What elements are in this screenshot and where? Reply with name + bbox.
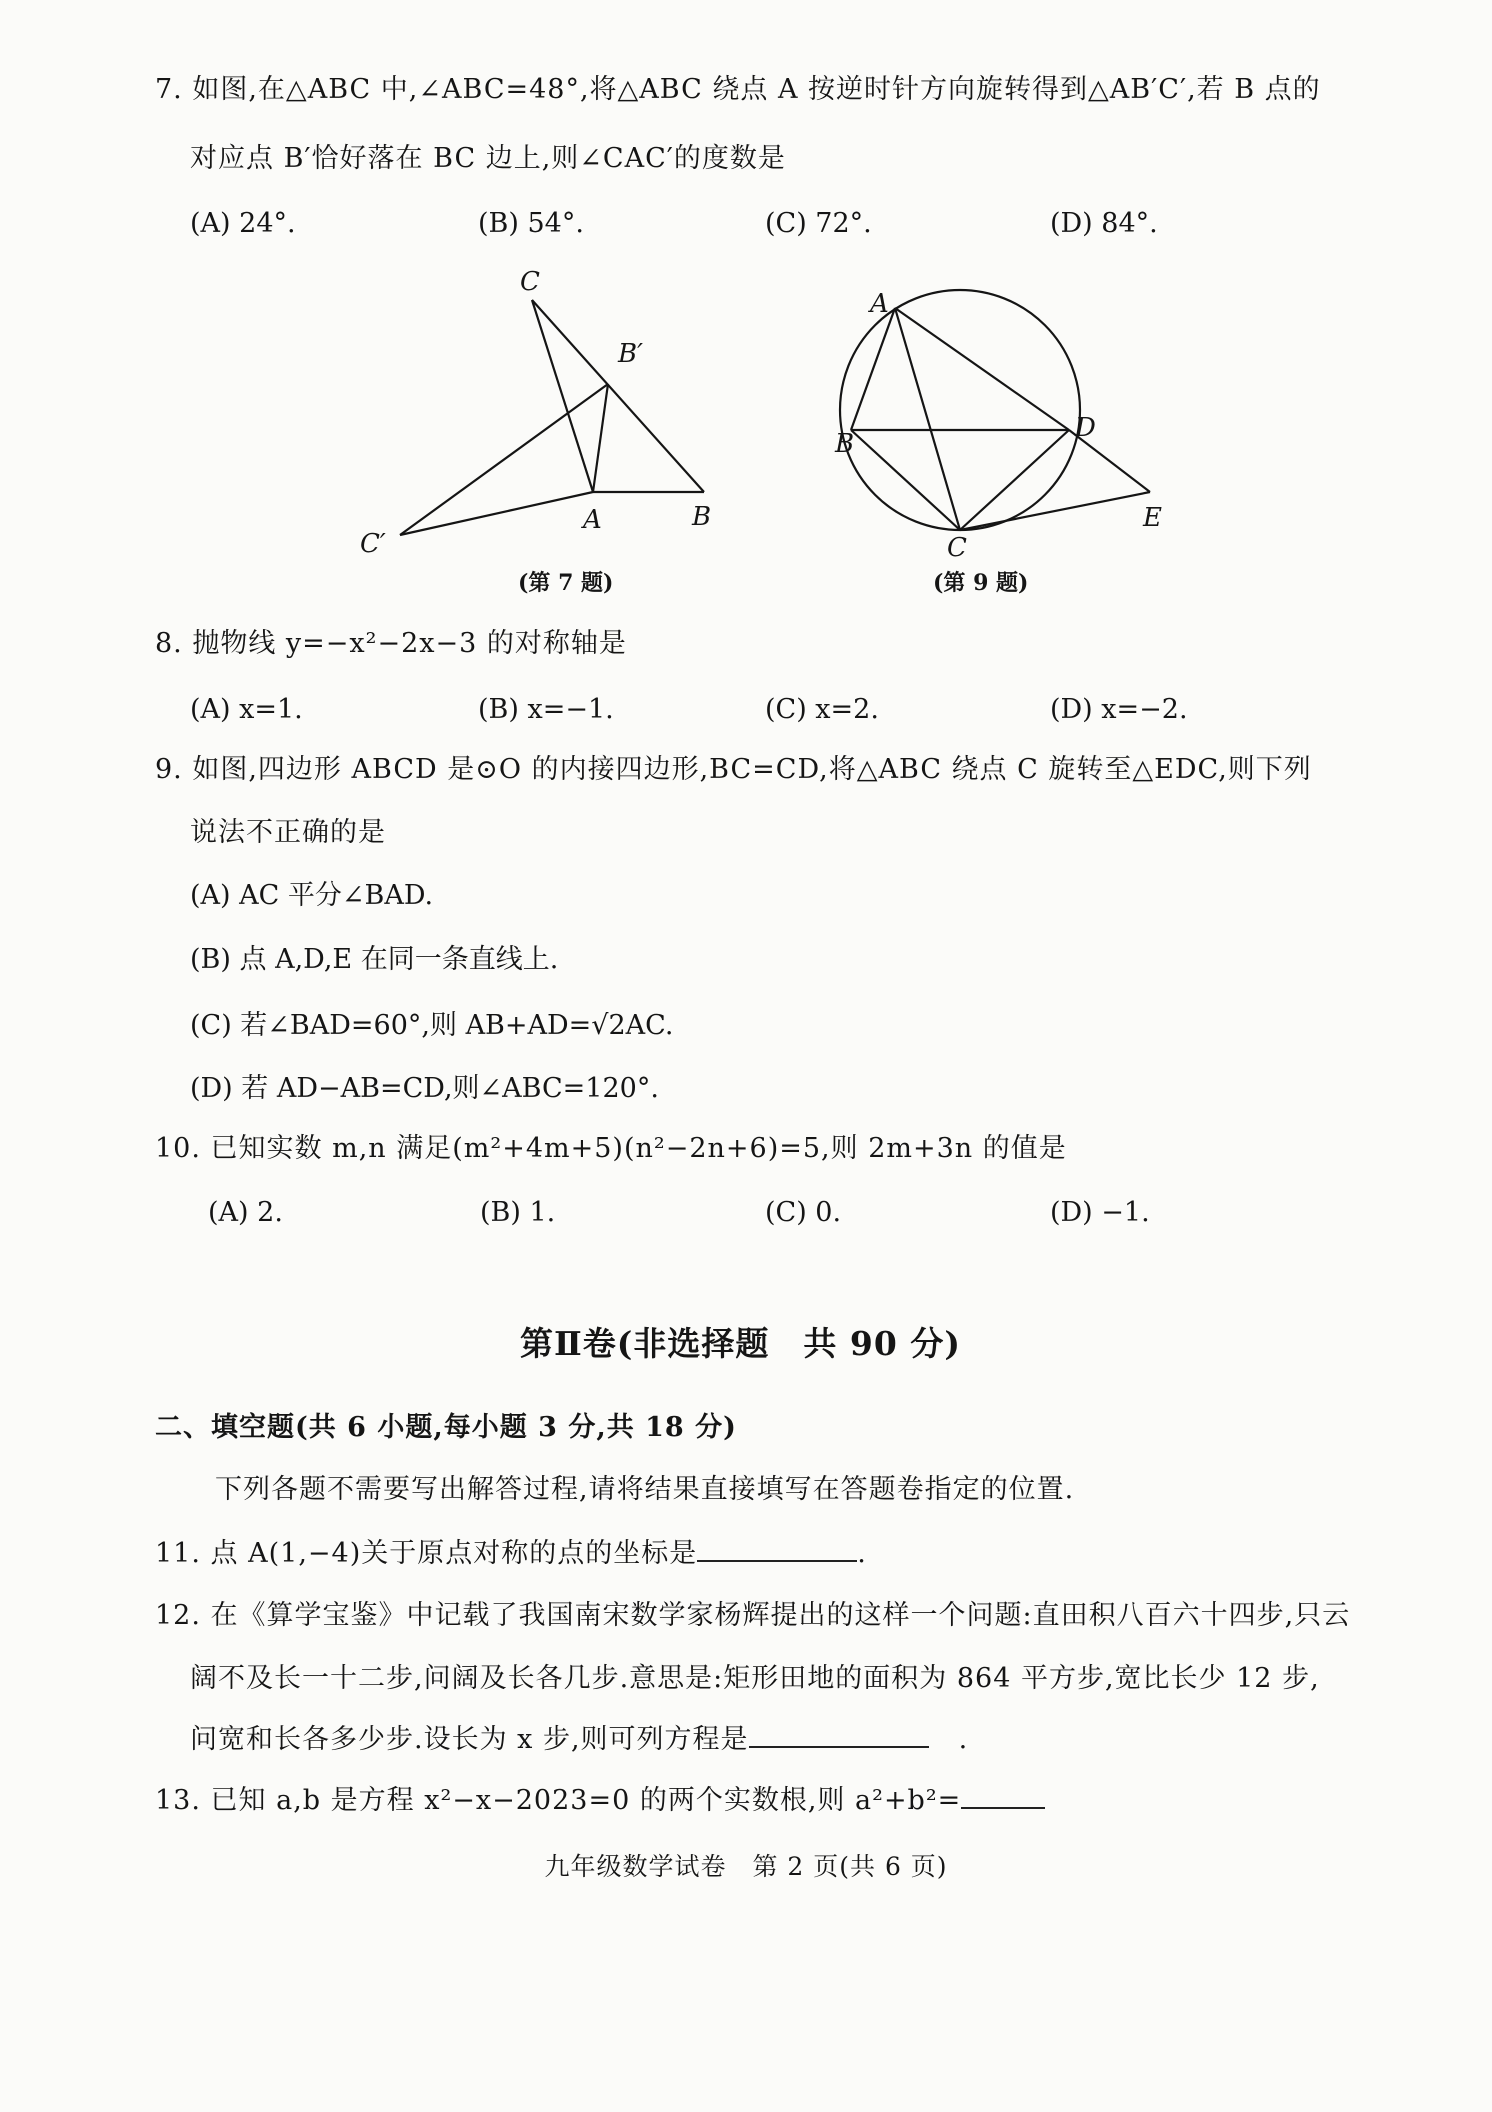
segment-ad: [895, 308, 1069, 430]
segment-ab-prime: [593, 384, 608, 492]
q12-end: .: [958, 1724, 969, 1755]
q11: [155, 1536, 867, 1572]
segment-cb: [532, 300, 704, 492]
figure-9-caption: (第 9 题): [933, 570, 1029, 596]
label-c: C: [947, 533, 967, 560]
q7-option-b: (B) 54°.: [478, 208, 584, 239]
figure-7-diagram: [340, 260, 760, 560]
section-instruction: 下列各题不需要写出解答过程,请将结果直接填写在答题卷指定的位置.: [215, 1474, 1075, 1505]
q12-stem-line2: 阔不及长一十二步,问阔及长各几步.意思是:矩形田地的面积为 864 平方步,宽比长少 12 步,: [190, 1663, 1320, 1694]
q11-stem: 11. 点 A(1,−4)关于原点对称的点的坐标是: [155, 1538, 698, 1569]
label-e: E: [1143, 503, 1162, 533]
part2-title: 第Ⅱ卷(非选择题 共 90 分): [520, 1324, 961, 1363]
q8-option-c: (C) x=2.: [765, 694, 879, 725]
q7-stem-line2: 对应点 B′恰好落在 BC 边上,则∠CAC′的度数是: [190, 143, 786, 174]
q8-option-d: (D) x=−2.: [1050, 694, 1188, 725]
label-b: B: [692, 502, 712, 532]
q8-option-a: (A) x=1.: [190, 694, 303, 725]
segment-dc: [960, 430, 1069, 530]
figure-9-diagram: [815, 280, 1215, 560]
segment-ac: [895, 308, 960, 530]
q10-option-d: (D) −1.: [1050, 1197, 1150, 1228]
label-a: A: [583, 505, 602, 535]
q10-option-b: (B) 1.: [480, 1197, 556, 1228]
q12-stem-line3: 问宽和长各多少步.设长为 x 步,则可列方程是: [190, 1724, 749, 1755]
q12-answer-blank: [749, 1722, 929, 1748]
label-a: A: [870, 289, 889, 319]
q11-end: .: [857, 1538, 867, 1569]
q9-stem-line1: 9. 如图,四边形 ABCD 是⊙O 的内接四边形,BC=CD,将△ABC 绕点 C 旋转至△EDC,则下列: [155, 754, 1312, 785]
q10-stem: 10. 已知实数 m,n 满足(m²+4m+5)(n²−2n+6)=5,则 2m+3n 的值是: [155, 1133, 1067, 1164]
label-b-prime: B′: [618, 339, 644, 369]
circle-o: [840, 290, 1080, 530]
q13: [155, 1783, 1045, 1819]
q13-answer-blank: [961, 1783, 1045, 1809]
q7-stem-line1: 7. 如图,在△ABC 中,∠ABC=48°,将△ABC 绕点 A 按逆时针方向旋转得到△AB′C′,若 B 点的: [155, 74, 1321, 105]
q7-option-c: (C) 72°.: [765, 208, 872, 239]
q8-stem: 8. 抛物线 y=−x²−2x−3 的对称轴是: [155, 628, 627, 659]
q9-option-b: (B) 点 A,D,E 在同一条直线上.: [190, 944, 559, 975]
segment-ca: [532, 300, 593, 492]
q10-option-a: (A) 2.: [208, 1197, 283, 1228]
q11-answer-blank: [697, 1536, 857, 1562]
q9-stem-line2: 说法不正确的是: [190, 817, 386, 848]
page-footer: 九年级数学试卷 第 2 页(共 6 页): [544, 1852, 948, 1881]
label-c: C: [520, 267, 540, 297]
label-c-prime: C′: [360, 529, 386, 559]
segment-ce: [960, 492, 1150, 530]
q8-option-b: (B) x=−1.: [478, 694, 614, 725]
label-b: B: [835, 429, 855, 459]
q9-option-d: (D) 若 AD−AB=CD,则∠ABC=120°.: [190, 1073, 659, 1104]
q9-option-c: (C) 若∠BAD=60°,则 AB+AD=√2AC.: [190, 1010, 674, 1041]
label-d: D: [1075, 413, 1096, 443]
q12-line3: [190, 1722, 968, 1758]
q7-option-a: (A) 24°.: [190, 208, 296, 239]
section-fill-in-title: 二、填空题(共 6 小题,每小题 3 分,共 18 分): [155, 1412, 737, 1443]
q12-stem-line1: 12. 在《算学宝鉴》中记载了我国南宋数学家杨辉提出的这样一个问题:直田积八百六十四步,只云: [155, 1600, 1351, 1631]
q9-option-a: (A) AC 平分∠BAD.: [190, 880, 434, 911]
figure-7-caption: (第 7 题): [518, 570, 614, 596]
q13-stem: 13. 已知 a,b 是方程 x²−x−2023=0 的两个实数根,则 a²+b²=: [155, 1785, 962, 1816]
q7-option-d: (D) 84°.: [1050, 208, 1158, 239]
segment-bc: [851, 430, 960, 530]
q10-option-c: (C) 0.: [765, 1197, 842, 1228]
